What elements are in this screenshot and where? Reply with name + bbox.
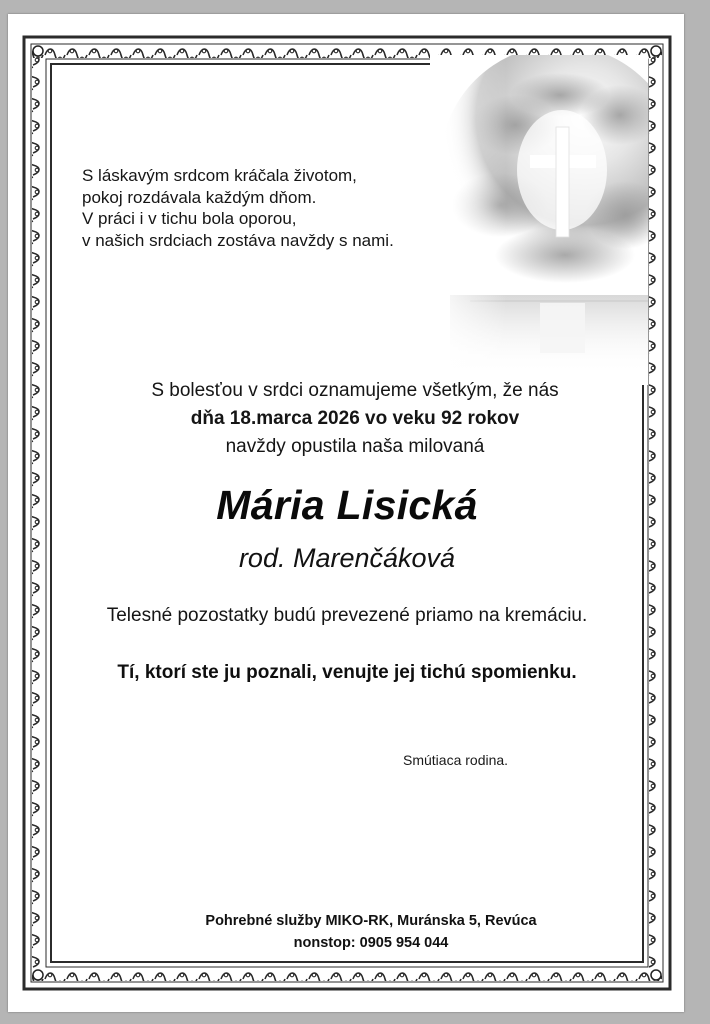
- announcement-date-age: dňa 18.marca 2026 vo veku 92 rokov: [190, 408, 520, 429]
- announcement-line-1: S bolesťou v srdci oznamujeme všetkým, že nás: [151, 380, 559, 401]
- funeral-service-phone: nonstop: 0905 954 044: [293, 935, 449, 951]
- cross-in-clouds-image: [430, 55, 648, 385]
- memorial-verse: [82, 165, 462, 251]
- maiden-name: rod. Marenčáková: [238, 543, 456, 573]
- deceased-name: Mária Lisická: [216, 482, 478, 528]
- remembrance-request: Tí, ktorí ste ju poznali, venujte jej tichú spomienku.: [117, 662, 577, 683]
- announcement-line-3: navždy opustila naša milovaná: [225, 436, 485, 457]
- verse-line: S láskavým srdcom kráčala životom,: [82, 166, 357, 185]
- funeral-service-address: Pohrebné služby MIKO-RK, Muránska 5, Revúca: [205, 913, 537, 929]
- verse-line: V práci i v tichu bola oporou,: [82, 209, 297, 228]
- family-signature: Smútiaca rodina.: [403, 752, 509, 768]
- verse-line: pokoj rozdávala každým dňom.: [82, 187, 317, 207]
- remains-note: Telesné pozostatky budú prevezené priamo na kremáciu.: [106, 605, 588, 626]
- verse-line: v našich srdciach zostáva navždy s nami.: [82, 230, 394, 250]
